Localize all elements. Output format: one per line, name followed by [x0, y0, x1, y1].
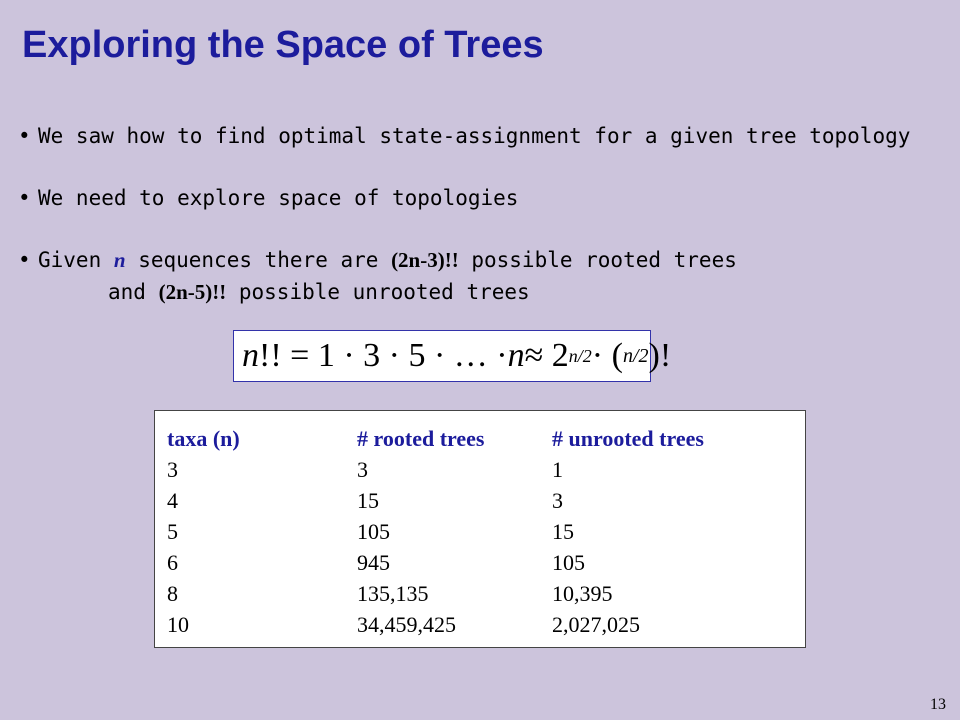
table-cell: 3: [167, 456, 178, 482]
table-row: [167, 578, 782, 609]
table-cell: 3: [552, 487, 563, 513]
bullet-item: [18, 182, 938, 214]
table-row: [167, 454, 782, 485]
table-cell: 4: [167, 487, 178, 513]
bullet-text: We saw how to find optimal state-assignment for a given tree topology: [38, 124, 911, 148]
table-cell: 10,395: [552, 580, 613, 606]
table-row: [167, 485, 782, 516]
formula-var: n: [242, 337, 259, 374]
bullet-text: possible unrooted trees: [226, 280, 530, 304]
table-header-row: [167, 423, 782, 454]
table-cell: 10: [167, 611, 189, 637]
table-cell: 105: [357, 518, 390, 544]
formula-text: )!: [648, 337, 672, 374]
double-factorial-formula: [233, 330, 672, 382]
table-cell: 5: [167, 518, 178, 544]
bullet-text: We need to explore space of topologies: [38, 186, 519, 210]
formula-text: · (: [591, 337, 623, 374]
table-cell: 3: [357, 456, 368, 482]
rooted-formula: (2n-3)!!: [391, 248, 459, 272]
bullet-text: and: [108, 280, 159, 304]
bullet-text: sequences there are: [125, 248, 392, 272]
slide-number: 13: [930, 696, 946, 713]
slide-title: Exploring the Space of Trees: [22, 24, 544, 66]
bullet-continuation: [18, 276, 938, 308]
table-row: [167, 516, 782, 547]
tree-count-table: [154, 410, 806, 648]
variable-n: n: [113, 248, 126, 272]
table-cell: 2,027,025: [552, 611, 640, 637]
table-cell: 105: [552, 549, 585, 575]
table-cell: 135,135: [357, 580, 429, 606]
bullet-text: Given: [38, 248, 114, 272]
column-header: taxa (n): [167, 425, 240, 451]
table-cell: 15: [357, 487, 379, 513]
bullet-text: possible rooted trees: [458, 248, 737, 272]
bullet-item: [18, 244, 938, 276]
column-header: # unrooted trees: [552, 425, 704, 451]
table-cell: 6: [167, 549, 178, 575]
formula-text: !! = 1 · 3 · 5 · … ·: [259, 337, 508, 374]
unrooted-formula: (2n-5)!!: [158, 280, 227, 304]
table-cell: 15: [552, 518, 574, 544]
column-header: # rooted trees: [357, 425, 485, 451]
table-row: [167, 609, 782, 640]
table-cell: 945: [357, 549, 390, 575]
data-table: [167, 423, 782, 640]
table-cell: 1: [552, 456, 563, 482]
table-cell: 8: [167, 580, 178, 606]
formula-exponent: n/2: [568, 345, 592, 366]
formula-fraction: n/2: [622, 344, 649, 367]
bullet-list: [18, 120, 938, 308]
formula-text: ≈ 2: [524, 337, 569, 374]
table-cell: 34,459,425: [357, 611, 456, 637]
table-row: [167, 547, 782, 578]
bullet-item: [18, 120, 938, 152]
formula-var: n: [507, 337, 525, 374]
